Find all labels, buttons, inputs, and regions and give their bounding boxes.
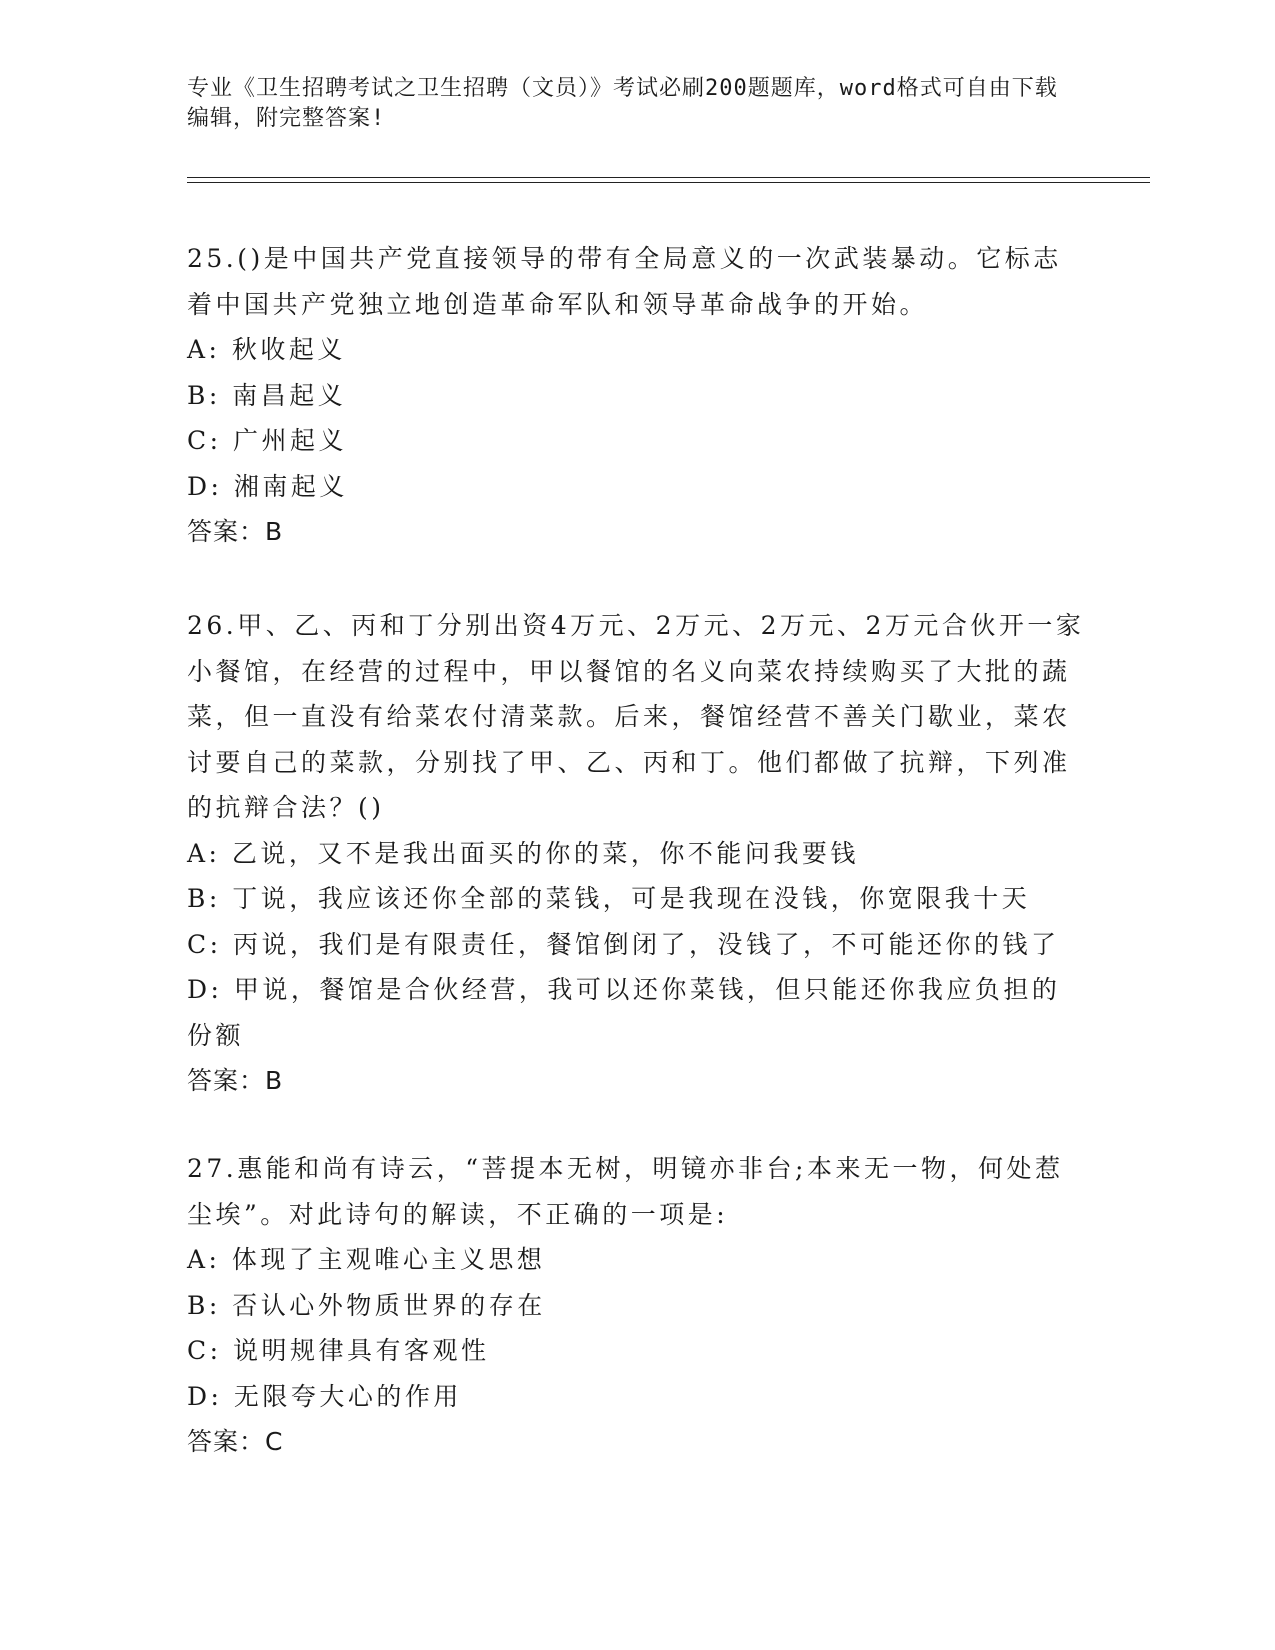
question-25: [187, 236, 1087, 555]
option-b: B: 丁说，我应该还你全部的菜钱，可是我现在没钱，你宽限我十天: [187, 884, 1031, 913]
option-a: A: 乙说，又不是我出面买的你的菜，你不能问我要钱: [187, 838, 859, 868]
option-c: C: 说明规律具有客观性: [187, 1336, 490, 1365]
option-a: A: 体现了主观唯心主义思想: [187, 1245, 546, 1274]
question-stem: 27.惠能和尚有诗云，“菩提本无树，明镜亦非台;本来无一物，何处惹尘埃”。对此诗句的解读，不正确的一项是:: [187, 1154, 1064, 1229]
option-c: C: 丙说，我们是有限责任，餐馆倒闭了，没钱了，不可能还你的钱了: [187, 929, 1060, 959]
header-divider-top: [187, 177, 1150, 178]
question-27: [187, 1146, 1087, 1465]
option-d: D: 无限夸大心的作用: [187, 1381, 462, 1411]
option-c: C: 广州起义: [187, 426, 347, 455]
option-d: D: 甲说，餐馆是合伙经营，我可以还你菜钱，但只能还你我应负担的份额: [187, 975, 1061, 1050]
question-26: [187, 603, 1087, 1104]
option-d: D: 湘南起义: [187, 471, 348, 501]
question-stem: 25.()是中国共产党直接领导的带有全局意义的一次武装暴动。它标志着中国共产党独立地创造革命军队和领导革命战争的开始。: [187, 244, 1062, 319]
answer-line: 答案：C: [187, 1427, 284, 1456]
option-a: A: 秋收起义: [187, 335, 346, 364]
option-b: B: 南昌起义: [187, 380, 347, 410]
answer-line: 答案：B: [187, 517, 284, 546]
question-stem: 26.甲、乙、丙和丁分别出资4万元、2万元、2万元、2万元合伙开一家小餐馆，在经营的过程中，甲以餐馆的名义向菜农持续购买了大批的蔬菜，但一直没有给菜农付清菜款。后来，餐馆经营不善关门歇业，菜农讨要自己的菜款，分别找了甲、乙、丙和丁。他们都做了抗辩，下列准的抗辩合法？(): [187, 611, 1085, 822]
answer-line: 答案：B: [187, 1066, 284, 1095]
option-b: B: 否认心外物质世界的存在: [187, 1290, 546, 1320]
document-header: 专业《卫生招聘考试之卫生招聘（文员）》考试必刷200题题库，word格式可自由下载编辑，附完整答案!: [187, 76, 1058, 131]
header-divider-bottom: [187, 182, 1150, 183]
